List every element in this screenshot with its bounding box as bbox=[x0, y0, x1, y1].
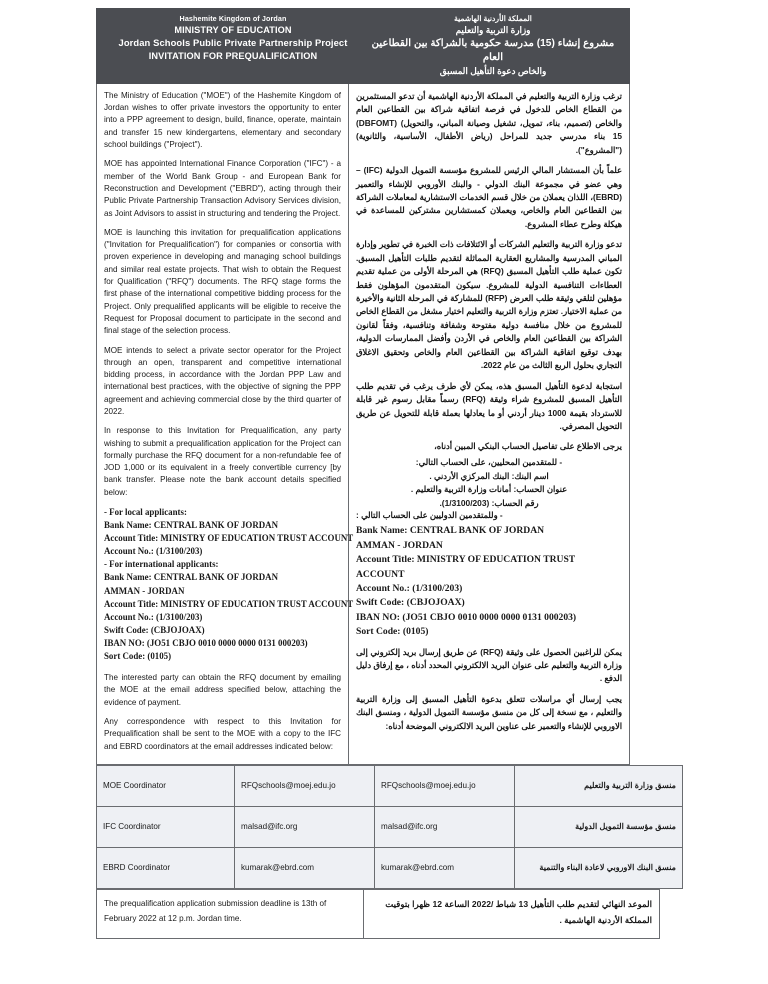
table-row bbox=[97, 889, 660, 938]
coordinator-email-ifc-1[interactable]: malsad@ifc.org bbox=[235, 806, 375, 847]
coordinator-role-ifc-ar: منسق مؤسسة التمويل الدولية bbox=[515, 806, 683, 847]
bank-intl-name-en: Bank Name: CENTRAL BANK OF JORDAN bbox=[104, 572, 278, 583]
coordinator-contact-table bbox=[96, 765, 683, 889]
deadline-text-ar: الموعد النهائي لتقديم طلب التأهيل 13 شباط /2022 الساعة 12 ظهرا بتوقيت المملكة الأردنية الهاشمية . bbox=[364, 889, 660, 938]
coordinator-role-ebrd: EBRD Coordinator bbox=[97, 847, 235, 888]
bank-intl-swift-en: Swift Code: (CBJOJOAX) bbox=[104, 624, 205, 635]
ar-paragraph-4: استجابة لدعوة التأهيل المسبق هذه، يمكن لأي طرف يرغب في تقديم طلب التأهيل المسبق للمشروع شراء وثيقة (RFQ) رسماً مقابل رسوم غير قابلة للاسترداد بقيمة 1000 دينار أردني أو ما يعادلها بعملة قابلة للتحويل عن طريق التحويل المصرفي. bbox=[356, 380, 623, 431]
coordinator-role-moe-ar: منسق وزارة التربية والتعليم bbox=[515, 765, 683, 806]
coordinator-email-ebrd-2[interactable]: kumarak@ebrd.com bbox=[375, 847, 515, 888]
header-arabic-block bbox=[363, 14, 623, 77]
ar-bank-local-account: رقم الحساب: (1/3100/203). bbox=[439, 497, 539, 508]
bank-intl-title-ar: Account Title: MINISTRY OF EDUCATION TRUST ACCOUNT bbox=[356, 554, 576, 580]
header-project-ar: مشروع إنشاء (15) مدرسة حكومية بالشراكة بين القطاعين العام bbox=[371, 37, 615, 63]
coordinator-email-moe-2[interactable]: RFQschools@moej.edu.jo bbox=[375, 765, 515, 806]
table-row bbox=[97, 806, 683, 847]
coordinator-role-moe: MOE Coordinator bbox=[97, 765, 235, 806]
bank-local-name-en: Bank Name: CENTRAL BANK OF JORDAN bbox=[104, 520, 278, 531]
header-notice-en: INVITATION FOR PREQUALIFICATION bbox=[148, 50, 318, 61]
bank-local-account-en: Account No.: (1/3100/203) bbox=[104, 546, 203, 557]
en-paragraph-2: MOE has appointed International Finance Corporation ("IFC") - a member of the World Bank Group - and European Bank for Reconstruction and Development ("EBRD"), acting through their Public Private Partnership Transaction Advisory Services division, as Joint Advisors to assist in structuring and tendering the Project. bbox=[104, 159, 341, 218]
header-ministry-ar: وزارة التربية والتعليم bbox=[455, 25, 531, 36]
bank-intl-title-en: Account Title: MINISTRY OF EDUCATION TRUST ACCOUNT bbox=[104, 598, 354, 609]
bank-intl-city-ar: AMMAN - JORDAN bbox=[356, 539, 443, 551]
en-closing-paragraph-1: The interested party can obtain the RFQ document by emailing the MOE at the email address specified below, attaching the evidence of payment. bbox=[104, 673, 341, 707]
en-paragraph-4: MOE intends to select a private sector operator for the Project through an open, transparent and competitive international bidding process, in accordance with the Jordan PPP Law and international best practices, with the objective of signing the PPP agreement and achieving commercial close by the third quarter of 2022. bbox=[104, 345, 341, 416]
header-kingdom-en: Hashemite Kingdom of Jordan bbox=[179, 14, 287, 23]
coordinator-email-moe-1[interactable]: RFQschools@moej.edu.jo bbox=[235, 765, 375, 806]
bank-intl-iban-ar: IBAN NO: (JO51 CBJO 0010 0000 0000 0131 000203) bbox=[356, 611, 577, 623]
arabic-column bbox=[349, 84, 629, 764]
bank-intl-swift-ar: Swift Code: (CBJOJOAX) bbox=[356, 597, 465, 609]
ar-closing-paragraph-2: يجب إرسال أي مراسلات تتعلق بدعوة التأهيل المسبق إلى وزارة التربية والتعليم ، مع نسخة إلى كل من منسق مؤسسة التمويل الدولية ، ومنسق البنك الاوروبي للإنشاء والتعمير على عناوين البريد الالكتروني الموضحة أدناه: bbox=[356, 693, 622, 731]
en-paragraph-1: The Ministry of Education ("MOE") of the Hashemite Kingdom of Jordan wishes to offer private investors the opportunity to enter into a PPP agreement to design, build, finance, operate, maintain and transfer 15 new kindergartens, elementary and secondary school buildings ("Project"). bbox=[104, 90, 341, 150]
document-header-banner bbox=[96, 8, 630, 84]
ar-bank-local-heading: - للمتقدمين المحليين، على الحساب التالي: bbox=[415, 456, 563, 467]
bank-details-local-en bbox=[104, 506, 354, 558]
header-notice-ar: والخاص دعوة التأهيل المسبق bbox=[439, 65, 547, 76]
bank-intl-name-ar: Bank Name: CENTRAL BANK OF JORDAN bbox=[356, 525, 545, 537]
deadline-footer bbox=[96, 889, 660, 939]
header-kingdom-ar: المملكة الأردنية الهاشمية bbox=[454, 14, 532, 23]
en-closing-paragraph-2: Any correspondence with respect to this Invitation for Prequalification shall be sent to the MOE with a copy to the IFC and EBRD coordinators at the email addresses indicated below: bbox=[104, 716, 341, 751]
en-paragraph-5: In response to this Invitation for Prequalification, any party wishing to submit a prequalification application for the Project can formally purchase the RFQ document for a non-refundable fee of JOD 1,000 or its equivalent in a freely convertible currency [by bank transfer. Please note the bank account details specified below: bbox=[104, 426, 341, 497]
header-ministry-en: MINISTRY OF EDUCATION bbox=[174, 24, 292, 35]
bank-details-international-en bbox=[104, 558, 354, 663]
table-row bbox=[97, 765, 683, 806]
bank-intl-iban-en: IBAN NO: (JO51 CBJO 0010 0000 0000 0131 000203) bbox=[104, 637, 308, 648]
bank-intl-sort-ar: Sort Code: (0105) bbox=[356, 626, 429, 638]
bank-local-title-en: Account Title: MINISTRY OF EDUCATION TRUST ACCOUNT bbox=[104, 533, 354, 544]
bank-intl-heading-en: - For international applicants: bbox=[104, 559, 219, 570]
document-body-frame bbox=[96, 84, 630, 765]
english-column bbox=[97, 84, 354, 764]
ar-bank-local-name: اسم البنك: البنك المركزي الأردني . bbox=[429, 470, 549, 481]
en-paragraph-3: MOE is launching this invitation for prequalification applications ("Invitation for Prequalification") for companies or consortia with proven experience in developing and managing school buildings and similar real estate projects. That wish to obtain the Request for Qualification ("RFQ") documents. The RFQ stage forms the first phase of the international competitive bidding process for the Project. Only prequalified applicants will be eligible to receive the Request for Proposal document to participate in the second and final stage of the selection process. bbox=[104, 227, 341, 336]
bank-intl-sort-en: Sort Code: (0105) bbox=[104, 650, 172, 661]
ar-paragraph-3: تدعو وزارة التربية والتعليم الشركات أو الائتلافات ذات الخبرة في تطوير وإدارة المباني المدرسية والمشاريع العقارية المماثلة لتقديم طلبات التأهيل المسبق. تكون عملية طلب التأهيل المسبق (RFQ) هي المرحلة الأولى من عملية تقديم العطاءات التنافسية الدولية للمشروع. سيكون المتقدمون المؤهلون فقط مؤهلين لتلقي وثيقة طلب العرض (RFP) للمشاركة في المرحلة الثانية والأخيرة من عملية الاختيار. تعتزم وزارة التربية والتعليم اختيار مشغل من القطاع الخاص للمشروع من خلال منافسة دولية مفتوحة وشفافة وتنافسية، وفقاً لقانون الشراكة بين القطاعين العام والخاص في الأردن وأفضل الممارسات الدولية، بهدف توقيع اتفاقية الشراكة بين القطاعين العام والخاص وتحقيق الاغلاق التجاري بحلول الربع الثالث من عام 2022. bbox=[356, 239, 622, 371]
coordinator-email-ebrd-1[interactable]: kumarak@ebrd.com bbox=[235, 847, 375, 888]
ar-bank-local-title: عنوان الحساب: أمانات وزارة التربية والتعليم . bbox=[410, 484, 568, 495]
ar-bank-lead-text: يرجى الاطلاع على تفاصيل الحساب البنكي المبين أدناه، bbox=[434, 441, 622, 452]
header-project-en: Jordan Schools Public Private Partnership Project bbox=[118, 36, 348, 48]
coordinator-email-ifc-2[interactable]: malsad@ifc.org bbox=[375, 806, 515, 847]
table-row bbox=[97, 847, 683, 888]
ar-bank-intl-heading: - وللمتقدمين الدوليين على الحساب التالي : bbox=[356, 510, 503, 521]
tender-notice-page bbox=[96, 8, 676, 939]
header-english-block bbox=[103, 14, 363, 77]
bank-intl-city-en: AMMAN - JORDAN bbox=[104, 585, 185, 596]
coordinator-role-ebrd-ar: منسق البنك الاوروبي لاعادة البناء والتنمية bbox=[515, 847, 683, 888]
ar-paragraph-1: ترغب وزارة التربية والتعليم في المملكة الأردنية الهاشمية أن تدعو المستثمرين من القطاع الخاص للدخول في فرصة اتفاقية شراكة بين القطاعين العام والخاص (تصميم، بناء، تمويل، تشغيل وصيانة المباني، والتحويل) (DBFOMT) 15 بناء مدرسي جديد للمراحل (رياض الأطفال، الأساسية، والثانوية) ("المشروع"). bbox=[356, 90, 622, 155]
deadline-text-en: The prequalification application submission deadline is 13th of February 2022 at 12 p.m. Jordan time. bbox=[97, 889, 364, 938]
bank-local-heading-en: - For local applicants: bbox=[104, 507, 187, 518]
coordinator-role-ifc: IFC Coordinator bbox=[97, 806, 235, 847]
ar-paragraph-2: علماً بأن المستشار المالي الرئيس للمشروع مؤسسة التمويل الدولية (IFC) – وهي عضو في مجموعة البنك الدولي - والبنك الأوروبي للإنشاء والتعمير (EBRD)، اللذان يعملان من خلال قسم الخدمات الاستشارية لمعاملات الشراكة بين القطاعين العام والخاص، ويعملان كمستشارين مشتركين للمساعدة في هيكلة وطرح عطاء المشروع. bbox=[356, 165, 622, 229]
bank-intl-account-ar: Account No.: (1/3100/203) bbox=[356, 582, 463, 594]
ar-closing-paragraph-1: يمكن للراغبين الحصول على وثيقة (RFQ) عن طريق إرسال بريد إلكتروني إلى وزارة التربية والتعليم على عنوان البريد الالكتروني المحدد أدناه ، مع إرفاق دليل الدفع . bbox=[356, 646, 622, 684]
bank-details-international-ar bbox=[356, 524, 622, 639]
bank-intl-account-en: Account No.: (1/3100/203) bbox=[104, 611, 203, 622]
